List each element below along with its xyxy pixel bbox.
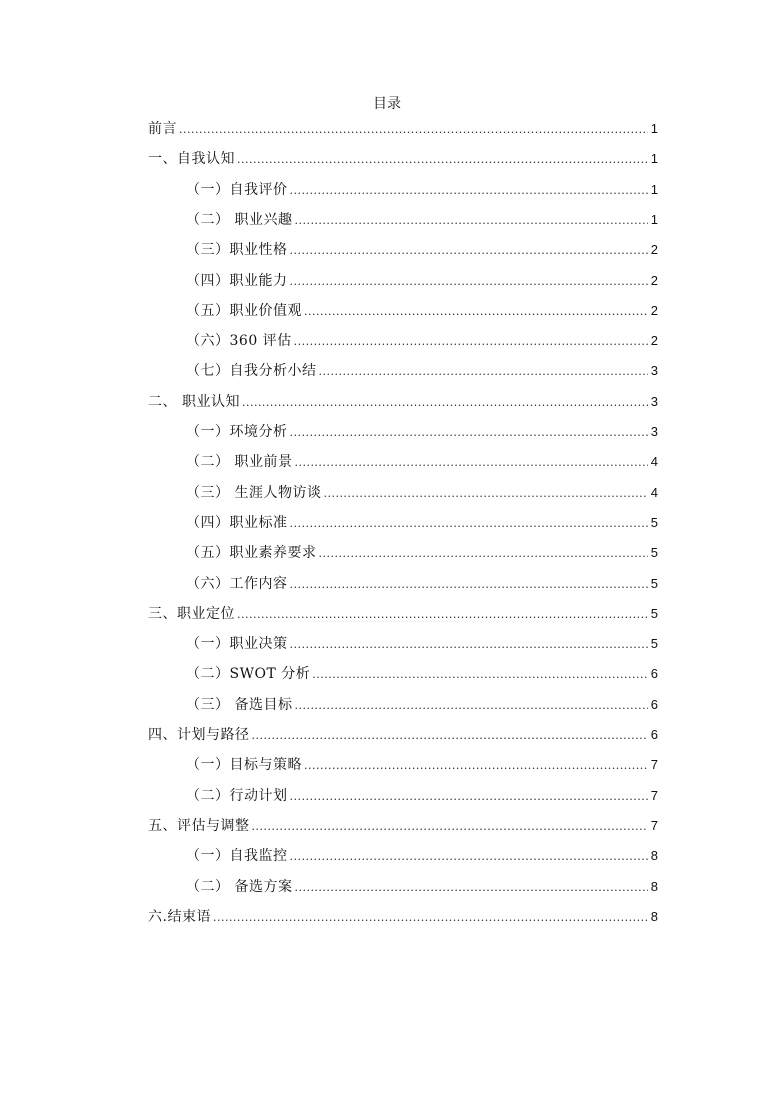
toc-entry[interactable] [186, 329, 658, 353]
toc-page-number: 7 [650, 757, 658, 773]
toc-dot-leader [294, 876, 648, 900]
toc-dot-leader [290, 421, 649, 445]
toc-page-number: 1 [650, 151, 658, 167]
toc-dot-leader [290, 270, 649, 294]
toc-entry-label: （七）自我分析小结 [186, 363, 317, 380]
toc-dot-leader [294, 451, 648, 475]
toc-entry-label: （四）职业能力 [186, 272, 288, 289]
toc-entry[interactable] [148, 602, 658, 626]
toc-page-number: 5 [650, 514, 658, 530]
toc-dot-leader [294, 694, 648, 718]
toc-entry-label: （二） 职业前景 [186, 454, 293, 471]
toc-entry[interactable] [186, 753, 658, 777]
toc-entry-label: （一）自我监控 [186, 848, 288, 865]
toc-entry-label: （二） 备选方案 [186, 878, 293, 895]
toc-entry-label: （五）职业素养要求 [186, 545, 317, 562]
toc-dot-leader [290, 845, 649, 869]
toc-entry-label: 六.结束语 [148, 908, 211, 925]
toc-entry-label: 二、 职业认知 [148, 393, 240, 410]
toc-entry[interactable] [186, 178, 658, 202]
toc-entry-label: （六）工作内容 [186, 575, 288, 592]
toc-dot-leader [290, 512, 649, 536]
toc-entry-label: 三、职业定位 [148, 605, 235, 622]
toc-page-number: 1 [650, 211, 658, 227]
toc-page-number: 5 [650, 545, 658, 561]
toc-entry-label: 前言 [148, 121, 177, 137]
toc-dot-leader [242, 391, 648, 415]
toc-entry-label: 一、自我认知 [148, 151, 235, 168]
toc-entry[interactable] [186, 632, 658, 656]
toc-entry-label: （二）行动计划 [186, 787, 288, 804]
toc-page-number: 6 [650, 696, 658, 712]
toc-dot-leader [290, 239, 649, 263]
toc-entry[interactable] [186, 238, 658, 262]
toc-entry[interactable] [186, 662, 658, 686]
toc-dot-leader [294, 209, 648, 233]
toc-page-number: 7 [650, 817, 658, 833]
toc-entry-label: （二）SWOT 分析 [186, 666, 311, 683]
toc-title: 目录 [373, 96, 401, 112]
toc-entry[interactable] [186, 572, 658, 596]
toc-entry[interactable] [148, 390, 658, 414]
toc-entry-label: （三） 生涯人物访谈 [186, 484, 322, 501]
toc-entry[interactable] [186, 359, 658, 383]
toc-entry[interactable] [186, 269, 658, 293]
toc-entry[interactable] [186, 784, 658, 808]
toc-entry[interactable] [186, 299, 658, 323]
toc-page-number: 1 [650, 181, 658, 197]
toc-dot-leader [304, 300, 648, 324]
toc-page-number: 5 [650, 636, 658, 652]
toc-entry-label: （三）职业性格 [186, 242, 288, 259]
toc-entry[interactable] [148, 723, 658, 747]
toc-dot-leader [294, 330, 648, 354]
toc-dot-leader [319, 542, 649, 566]
toc-page-number: 4 [650, 454, 658, 470]
toc-page-number: 3 [650, 363, 658, 379]
toc-page-number: 8 [650, 848, 658, 864]
toc-dot-leader [304, 754, 648, 778]
toc-entry-label: （二） 职业兴趣 [186, 211, 293, 228]
toc-entry[interactable] [186, 450, 658, 474]
toc-dot-leader [290, 573, 649, 597]
toc-dot-leader [213, 906, 648, 930]
toc-entry-label: 五、评估与调整 [148, 817, 250, 834]
toc-entry-label: （五）职业价值观 [186, 302, 302, 319]
toc-dot-leader [179, 118, 648, 142]
toc-entry-label: 四、计划与路径 [148, 727, 250, 743]
toc-page-number: 5 [650, 575, 658, 591]
toc-entry[interactable] [148, 147, 658, 171]
toc-dot-leader [290, 179, 649, 203]
toc-entry-label: （三） 备选目标 [186, 696, 293, 713]
toc-page-number: 1 [650, 121, 658, 136]
toc-page-number: 7 [650, 787, 658, 803]
toc-entry-label: （一）环境分析 [186, 424, 288, 440]
toc-entry[interactable] [186, 481, 658, 505]
toc-dot-leader [319, 360, 649, 384]
toc-entry-label: （一）职业决策 [186, 636, 288, 653]
toc-page-number: 5 [650, 605, 658, 621]
toc-dot-leader [312, 663, 648, 687]
toc-page-number: 2 [650, 242, 658, 258]
toc-entry-label: （四）职业标准 [186, 514, 288, 531]
toc-entry[interactable] [186, 693, 658, 717]
toc-entry[interactable] [148, 905, 658, 929]
toc-dot-leader [323, 482, 648, 506]
toc-page-number: 6 [650, 727, 658, 742]
toc-entry[interactable] [186, 541, 658, 565]
toc-page-number: 8 [650, 908, 658, 924]
toc-entry-label: （一）自我评价 [186, 181, 288, 198]
toc-entry[interactable] [148, 814, 658, 838]
toc-entry[interactable] [186, 420, 658, 444]
toc-page-number: 2 [650, 272, 658, 288]
toc-dot-leader [290, 633, 649, 657]
toc-page-number: 8 [650, 878, 658, 894]
toc-page-number: 2 [650, 333, 658, 349]
toc-dot-leader [290, 785, 649, 809]
toc-entry[interactable] [148, 117, 658, 141]
toc-dot-leader [252, 724, 649, 748]
toc-entry[interactable] [186, 511, 658, 535]
toc-entry[interactable] [186, 875, 658, 899]
toc-page-number: 3 [650, 393, 658, 409]
toc-page-number: 4 [650, 484, 658, 500]
toc-entry-label: （六）360 评估 [186, 333, 292, 350]
toc-dot-leader [237, 603, 648, 627]
toc-page-number: 6 [650, 666, 658, 682]
toc-page-number: 2 [650, 302, 658, 318]
toc-dot-leader [252, 815, 649, 839]
toc-dot-leader [237, 148, 648, 172]
toc-entry[interactable] [186, 208, 658, 232]
toc-entry-label: （一）目标与策略 [186, 757, 302, 774]
toc-page-number: 3 [650, 424, 658, 439]
toc-entry[interactable] [186, 844, 658, 868]
